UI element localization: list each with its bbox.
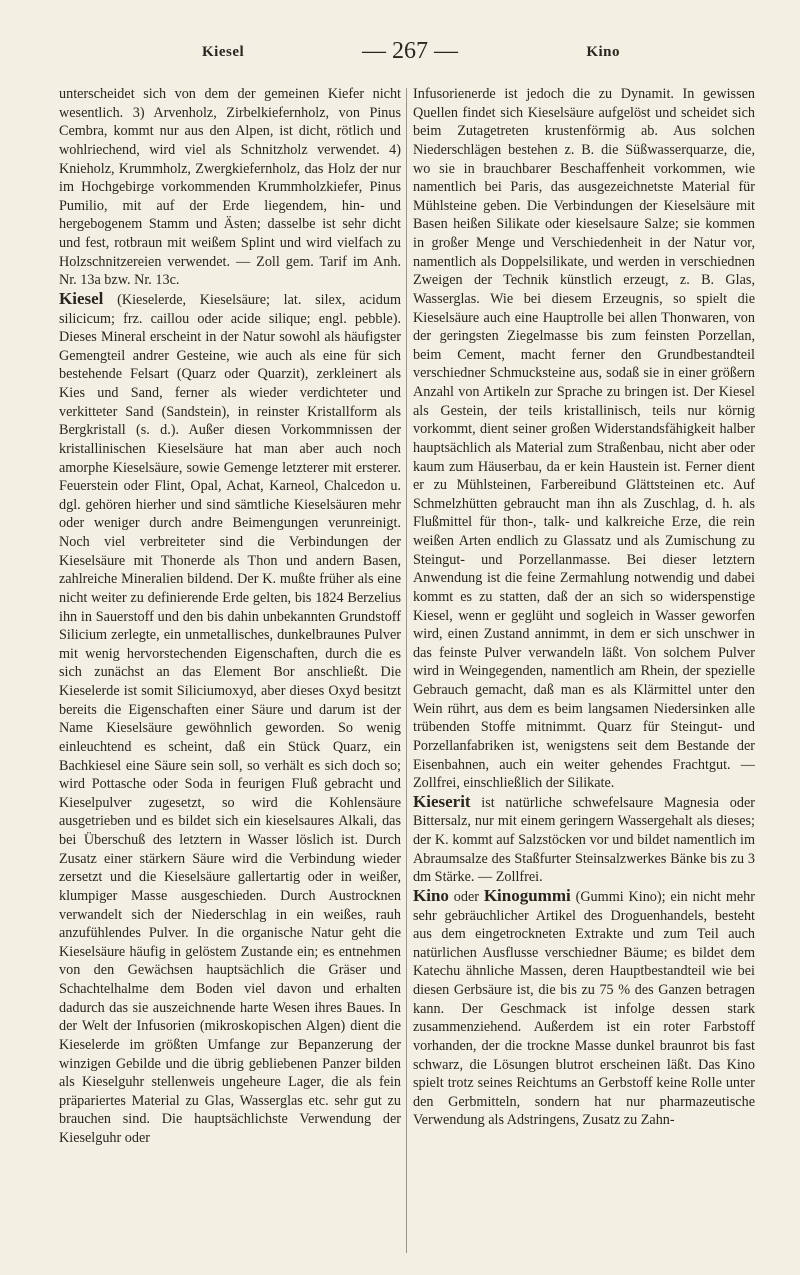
entry-headword-kino: Kino	[413, 885, 449, 905]
entry-text-kino: (Gummi Kino); ein nicht mehr sehr gebräuchlicher Artikel des Droguenhandels, besteht aus dem eingetrockneten Extrakte und zum Teil auch natürlichen Ausflusse verschiedner Bäume; es bildet dem Katechu ähnliche Massen, deren Hauptbestandteil wie bei diesen Gerbsäure ist, die bis zu 75 % des Ganzen betragen kann. Der Geschmack ist infolge dessen stark zusammenziehend. Außerdem ist ein roter Farbstoff vorhanden, der die trockne Masse dunkel braunrot bis fast schwarz, die Lösungen blutrot erscheinen läßt. Das Kino spielt trotz seines Reichtums an Gerbstoff keine Rolle unter den Gerbmitteln, sondern hat nur pharmazeutische Verwendung als Adstringens, Zusatz zu Zahn-	[413, 888, 755, 1129]
header-left-keyword: Kiesel	[202, 44, 245, 60]
paragraph-kiesel-continuation: Infusorienerde ist jedoch die zu Dynamit. In gewissen Quellen findet sich Kieselsäure aufgelöst und scheidet sich beim Zutagetreten krustenförmig ab. Aus solchen Niederschlägen bestehen z. B. die Süßwasserquarze, die, wo sie in brauchbarer Beschaffenheit vorkommen, wie namentlich bei Paris, das ausgezeichnetste Material für Mühlsteine geben. Die Verbindungen der Kieselsäure mit Basen heißen Silikate oder kieselsaure Salze; sie kommen in großer Menge und Verschiedenheit in der Natur vor, namentlich als Doppelsilikate, und werden in verschiednen Zweigen der Technik künstlich erzeugt, z. B. Glas, Wasserglas. Wie bei diesem Erzeugnis, so spielt die Kieselsäure auch eine Hauptrolle bei allen Thonwaren, von der geringsten Ziegelmasse bis zum feinsten Porzellan, beim Cement, macht ferner den Grundbestandteil verschiedner Schmucksteine aus, sodaß sie in einer größern Anzahl von Artikeln zur Sprache zu bringen ist. Der Kiesel als Gestein, der teils kristallinisch, teils nur körnig vorkommt, dient seiner großen Widerstandsfähigkeit halber hauptsächlich als Material zum Straßenbau, nicht aber oder kaum zum Häuserbau, da er kein Haustein ist. Ferner dient er zu Mühlsteinen, Farbereibund Glättsteinen etc. Auf Schmelzhütten gebraucht man ihn als Zuschlag, d. h. als Flußmittel für thon-, talk- und kalkreiche Erze, die rein weißen Arten endlich zu Glassatz und als Zumischung zu Steingut- und Porzellanmasse. Bei dieser letztern Anwendung ist die feine Zermahlung notwendig und dabei kommt es zu statten, daß der an sich so widerspenstige Kiesel, wenn er geglüht und sogleich in Wasser geworfen wird, einen Zustand annimmt, in dem er sich unschwer in das feinste Pulver verwandeln läßt. Von solchem Pulver wird in Weingegenden, namentlich am Rhein, der spezielle Gebrauch gemacht, daß man es als Klärmittel unter den Wein rührt, aus dem es beim langsamen Niedersinken alle trübenden Stoffe mitnimmt. Quarz für Steingut- und Porzellanfabriken ist, wenigstens seit dem Bestande der Eisenbahnen, auch ein weiter gehendes Frachtgut. — Zollfrei, einschließlich der Silikate.	[413, 86, 755, 792]
entry-headword-kinogummi: Kinogummi	[483, 885, 571, 905]
entry-headword-kiesel: Kiesel	[59, 288, 104, 308]
header-right-keyword: Kino	[586, 44, 620, 60]
running-header	[60, 38, 760, 68]
entry-connector: oder	[448, 888, 484, 905]
paragraph-kiefer-continuation: unterscheidet sich von dem der gemeinen Kiefer nicht wesentlich. 3) Arvenholz, Zirbelkiefernholz, von Pinus Cembra, kommt nur aus den Alpen, ist dicht, rötlich und wohlriechend, wird viel als Schnitzholz verwendet. 4) Knieholz, Krummholz, Zwergkiefernholz, das Holz der nur im Hochgebirge vorkommenden Krummholzkiefer, Pinus Pumilio, mit auf der Erde liegendem, hin- und hergebogenem Stamm und Ästen; dasselbe ist sehr dicht und fest, rotbraun mit weißem Splint und wird vielfach zu Holzschnitzereien verwendet. — Zoll gem. Tarif im Anh. Nr. 13a bzw. Nr. 13c.	[59, 86, 401, 289]
entry-headword-kieserit: Kieserit	[413, 791, 471, 811]
entry-text-kieserit: ist natürliche schwefelsaure Magnesia oder Bittersalz, nur mit einem geringern Wassergehalt als dieses; der K. kommt auf Salzstöcken vor und bildet namentlich im Abraumsalze des Staßfurter Steinsalzwerkes Bänke bis zu 3 dm Stärke. — Zollfrei.	[413, 794, 755, 886]
right-column	[413, 85, 755, 1255]
entry-kiesel	[59, 290, 401, 1148]
entry-kino	[413, 887, 755, 1130]
column-divider	[406, 88, 407, 1253]
left-column	[59, 85, 401, 1255]
entry-text-kiesel: (Kieselerde, Kieselsäure; lat. silex, acidum silicicum; frz. caillou oder acide silique; engl. pebble). Dieses Mineral erscheint in der Natur sowohl als häufigster Gemengteil andrer Gesteine, wie auch als eine für sich bestehende Felsart (Quarz oder Quarzit), zerkleinert als Kies und Sand, ferner als wieder verdichteter und verkitteter Sand (Sandstein), in reinster Kristallform als Bergkristall (s. d.). Außer diesen Vorkommnissen der kristallinischen Kieselsäure hat man aber auch noch amorphe Kieselsäure, sowie Gemenge letzterer mit ersterer. Feuerstein oder Flint, Opal, Achat, Karneol, Chalcedon u. dgl. gehören hierher und sind sämtliche Kieselsäuren mehr oder weniger durch andre Beimengungen verunreinigt. Noch viel verbreiteter sind die Verbindungen der Kieselsäure mit Thonerde als Thon und andern Basen, zahlreiche Mineralien bildend. Der K. mußte früher als eine nicht weiter zu definierende Erde gelten, bis 1824 Berzelius ihn in Sauerstoff und den bis dahin unbekannten Grundstoff Silicium zerlegte, ein unmetallisches, dunkelbraunes Pulver mit wenig hervorstechenden Eigenschaften, durch die es sich zunächst an das Element Bor anschließt. Die Kieselerde ist somit Siliciumoxyd, aber dieses Oxyd besitzt bereits die Eigenschaften einer Säure und darum ist der Name Kieselsäure gewöhnlich geworden. So wenig einleuchtend es scheint, daß ein Stück Quarz, ein Bachkiesel eine Säure sein soll, so verhält es sich doch so; wird Pottasche oder Soda in feurigen Fluß gebracht und Kieselpulver zugesetzt, so wird die Kohlensäure ausgetrieben und es bildet sich ein kieselsaures Alkali, das bei Überschuß des letztern in Wasser löslich ist. Durch Zusatz einer stärkern Säure wird die Verbindung wieder zersetzt und die Kieselsäure gallertartig oder in weißer, klumpiger Masse ausgeschieden. Durch Austrocknen verwandelt sich der Niederschlag in ein weißes, rauh anzufühlendes Pulver. In die organische Natur geht die Kieselsäure häufig in gelöstem Zustande ein; es entnehmen von den Gewächsen hauptsächlich die Gräser und Schachtelhalme dem Boden viel davon und erhalten dadurch das sie auszeichnende harte Wesen ihres Baues. In der Welt der Infusorien (mikroskopischen Algen) dient die Kieselerde im größten Umfange zur Bepanzerung der winzigen Gebilde und die übrig gebliebenen Panzer bilden als Kieselguhr stellenweis ungeheure Lager, die als fein präpariertes Material zu Glas, Wasserglas etc. sehr gut zu brauchen sind. Die hauptsächlichste Verwendung der Kieselguhr oder	[59, 291, 401, 1146]
page-number: — 267 —	[362, 38, 458, 64]
entry-kieserit	[413, 793, 755, 887]
